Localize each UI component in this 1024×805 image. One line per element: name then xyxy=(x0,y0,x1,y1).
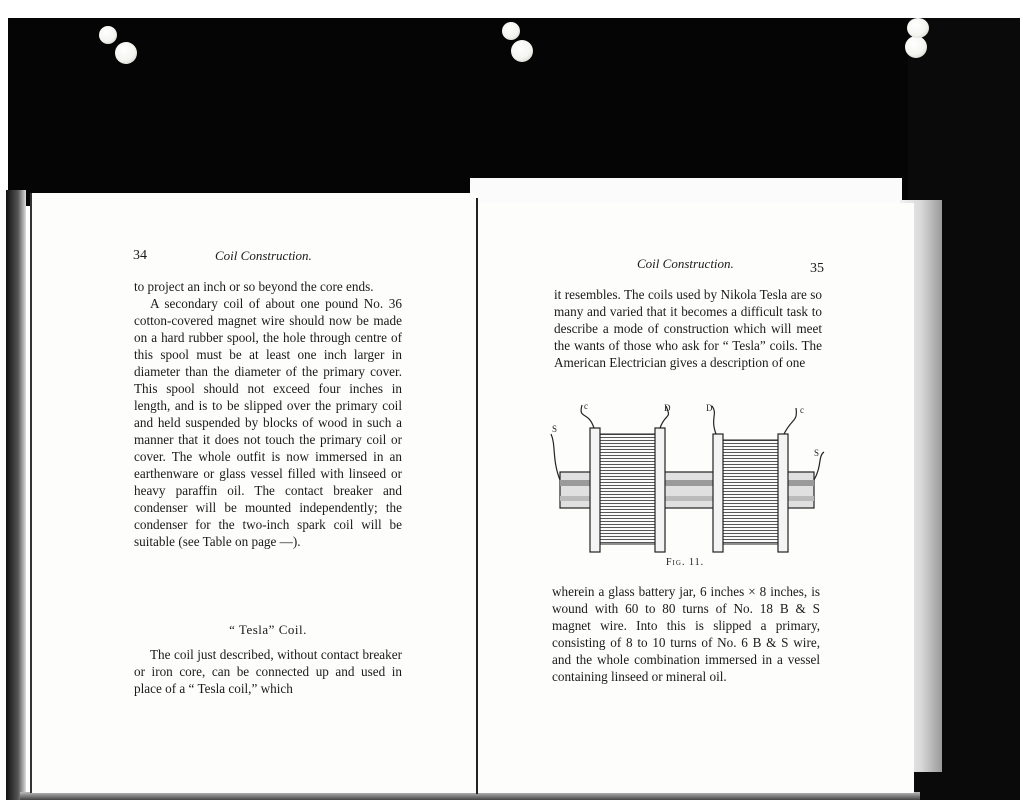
pushpin-left xyxy=(115,42,137,64)
left-paragraph-2: A secondary coil of about one pound No. 36 cotton-covered magnet wire should now be made on a hard rubber spool, the hole through centre of this spool must be at least one inch larger in diameter than the diameter of the primary cover. This spool should not exceed four inches in length, and is to be slipped over the primary coil and held suspended by blocks of wood in such a manner that it does not touch the primary coil or cover. The whole outfit is now immersed in an earthenware or glass vessel filled with linseed or heavy paraffin oil. The contact breaker and condenser will be mounted independently; the condenser for the two-inch spark coil will be suitable (see Table on page —). xyxy=(134,296,402,549)
pushpin-center xyxy=(511,40,533,62)
left-page-number: 34 xyxy=(133,248,147,263)
pushpin-left-b xyxy=(99,26,117,44)
figure-label-d-left: D xyxy=(664,403,671,413)
left-closing-text xyxy=(134,646,402,697)
book-spine-shadow xyxy=(6,190,26,800)
figure-label-s-right: S xyxy=(814,448,820,458)
page-bottom-shadow xyxy=(20,792,920,800)
figure-label-c-right: c xyxy=(800,405,804,415)
right-page-number: 35 xyxy=(810,261,824,276)
figure-label-d-right: D xyxy=(706,403,713,413)
figure-caption: Fig. 11. xyxy=(666,557,705,568)
pushpin-right xyxy=(905,36,927,58)
left-body-text xyxy=(134,278,402,550)
left-closing-paragraph: The coil just described, without contact breaker or iron core, can be connected up and used in place of a “ Tesla coil,” which xyxy=(134,647,402,696)
section-heading: “ Tesla” Coil. xyxy=(229,622,307,637)
pushpin-center-b xyxy=(502,22,520,40)
left-paragraph-1: to project an inch or so beyond the core ends. xyxy=(134,279,374,294)
right-paragraph-1: it resembles. The coils used by Nikola Tesla are so many and varied that it becomes a difficult task to describe a mode of construction which will meet the wants of those who ask for “ Tesla” coils. The American Electrician gives a description of one xyxy=(554,287,822,370)
right-running-head: Coil Construction. xyxy=(637,256,734,271)
figure-label-c-left: c xyxy=(584,401,588,411)
figure-label-s-left: S xyxy=(552,424,558,434)
tesla-coil-drawing xyxy=(548,400,828,560)
pushpin-right-b xyxy=(907,18,929,38)
right-paragraph-2: wherein a glass battery jar, 6 inches × 8 inches, is wound with 60 to 80 turns of No. 18 B & S magnet wire. Into this is slipped a primary, consisting of 8 to 10 turns of No. 6 B & S wire, and the whole combination immersed in a vessel containing linseed or mineral oil. xyxy=(552,584,820,684)
figure-tesla-coil xyxy=(548,400,828,560)
right-body-text-2 xyxy=(552,583,820,685)
left-running-head: Coil Construction. xyxy=(215,248,312,263)
right-body-text-1 xyxy=(554,286,822,371)
